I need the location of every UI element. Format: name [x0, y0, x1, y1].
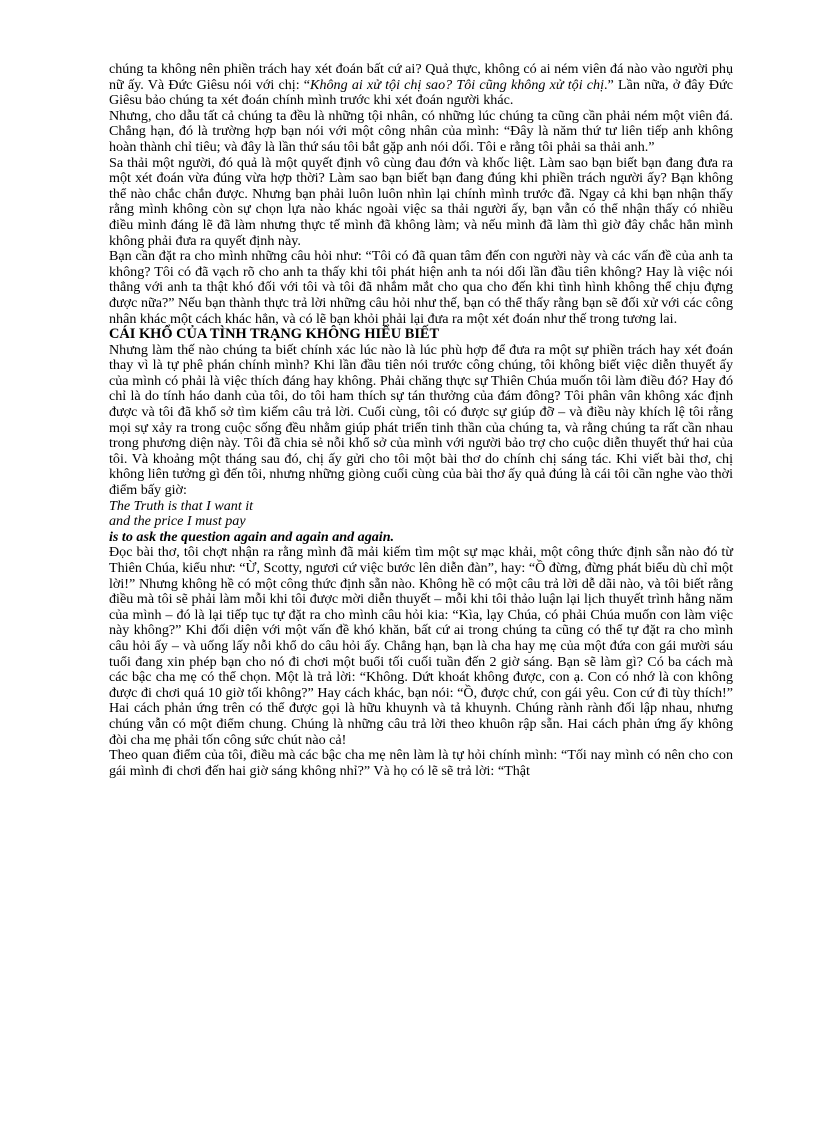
paragraph-text: .” Lần nữa, ở đây Đức Giêsu bảo chúng ta xét đoán chính mình trước khi xét đoán người khác.	[109, 76, 733, 109]
paragraph: Nhưng, cho dẫu tất cả chúng ta đều là những tội nhân, có những lúc chúng ta cũng cần phải ném một viên đá. Chẳng hạn, đó là trường hợp bạn nói với một công nhân của mình: “Đây là năm thứ tư liên tiếp anh không hoàn thành chỉ tiêu; và đây là lần thứ sáu tôi bắt gặp anh nói dối. Tôi e rằng tôi phải sa thải anh.”	[109, 107, 733, 155]
paragraph: Bạn cần đặt ra cho mình những câu hỏi như: “Tôi có đã quan tâm đến con người này và các vấn đề của anh ta không? Tôi có đã vạch rõ cho anh ta thấy khi tôi phát hiện anh ta nói dối lần đầu tiên không? Hay là việc nói thẳng với anh ta thật khó đối với tôi và tôi đã nhắm mắt cho qua cho đến khi tình hình không thể chịu đựng được nữa?” Nếu bạn thành thực trả lời những câu hỏi như thế, bạn có thể thấy rằng bạn sẽ đối xử với các công nhân khác một cách khác hẳn, và có lẽ bạn khỏi phải lại đưa ra một xét đoán như thế trong tương lai.	[109, 248, 733, 327]
paragraph: Sa thải một người, đó quả là một quyết định vô cùng đau đớn và khốc liệt. Làm sao bạn biết bạn đang đưa ra một xét đoán vừa đúng vừa hợp thời? Làm sao bạn biết bạn đang đúng khi phiền trách người ấy? Bạn không thể nào chắc chắn được. Nhưng bạn phải luôn luôn nhìn lại chính mình trước đã. Ngay cả khi bạn nhận thấy rằng mình không còn sự chọn lựa nào khác ngoài việc sa thải người ấy, bạn vẫn có thể nhận thấy có nhiều điều mình đáng lẽ đã làm nhưng thực tế mình đã không làm; và nếu mình đã làm thì giờ đây chắc hẳn mình không phải đưa ra quyết định này.	[109, 154, 733, 249]
paragraph: Nhưng làm thế nào chúng ta biết chính xác lúc nào là lúc phù hợp để đưa ra một sự phiền trách hay xét đoán thay vì là tự phê phán chính mình? Khi lần đầu tiên nói trước công chúng, tôi không biết việc diễn thuyết ấy của mình có phải là việc thích đáng hay không. Phải chăng thực sự Thiên Chúa muốn tôi làm điều đó? Hay đó chỉ là do tính háo danh của tôi, do tôi ham thích sự tán thưởng của đám đông? Tôi phân vân không xác định được và tôi đã khổ sở tìm kiếm câu trả lời. Cuối cùng, tôi có được sự giúp đỡ – và điều này khích lệ tôi rằng mọi sự xảy ra trong cuộc sống đều nhằm giúp phát triển tinh thần của chúng ta, và rằng chúng ta rất cần nhau trong phương diện này. Tôi đã chia sẻ nỗi khổ sở của mình với người bảo trợ cho cuộc diễn thuyết thứ hai của tôi. Và khoảng một tháng sau đó, chị ấy gửi cho tôi một bài thơ do chính chị sáng tác. Khi viết bài thơ, chị không liên tưởng gì đến tôi, nhưng những giòng cuối cùng của bài thơ ấy quả đúng là cái tôi cần nghe vào thời điểm bấy giờ:	[109, 341, 733, 499]
poem-line: is to ask the question again and again and again.	[109, 528, 395, 545]
paragraph: Theo quan điểm của tôi, điều mà các bậc cha mẹ nên làm là tự hỏi chính mình: “Tối nay mình có nên cho con gái mình đi chơi đến hai giờ sáng không nhỉ?” Và họ có lẽ sẽ trả lời: “Thật	[109, 747, 733, 779]
poem-line: The Truth is that I want it	[109, 497, 254, 514]
paragraph: Đọc bài thơ, tôi chợt nhận ra rằng mình đã mải kiếm tìm một sự mạc khải, một công thức định sẵn nào đó từ Thiên Chúa, kiểu như: “Ừ, Scotty, ngươi cứ việc bước lên diễn đàn”, hay: “Ồ đừng, đừng phát biểu dù chỉ một lời!” Nhưng không hề có một công thức định sẵn nào. Không hề có một câu trả lời dễ dãi nào, và tôi biết rằng điều mà tôi sẽ phải làm mỗi khi tôi được mời diễn thuyết – mỗi khi tôi thảo luận lại lịch thuyết trình hằng năm của mình – đó là lại tiếp tục tự đặt ra cho mình câu hỏi kia: “Kìa, lạy Chúa, có phải Chúa muốn con làm việc này không?” Khi đối diện với một vấn đề khó khăn, bất cứ ai trong chúng ta cũng có thể tự đặt ra cho mình câu hỏi ấy – và uống lấy nỗi khổ do câu hỏi ấy. Chẳng hạn, bạn là cha hay mẹ của một đứa con gái mười sáu tuổi đang xin phép bạn cho nó đi chơi một buổi tối cuối tuần đến 2 giờ sáng. Bạn sẽ làm gì? Có ba cách mà các bậc cha mẹ có thể chọn. Một là trả lời: “Không. Dứt khoát không được, con ạ. Con có nhớ là con không được đi chơi quá 10 giờ tối không?” Hay cách khác, bạn nói: “Ồ, được chứ, con gái yêu. Con cứ đi tùy thích!” Hai cách phản ứng trên có thể được gọi là hữu khuynh và tả khuynh. Chúng rành rành đối lập nhau, nhưng chúng vẫn có một điểm chung. Chúng là những câu trả lời theo khuôn rập sẵn. Hai cách phản ứng ấy không đòi cha mẹ phải tốn công sức chút nào cả!	[109, 544, 733, 748]
document-page	[109, 62, 733, 779]
paragraph-text: chúng ta không nên phiền trách hay xét đoán bất cứ ai? Quả thực, không có ai ném viên đá nào vào người phụ nữ ấy. Và Đức Giêsu nói với chị: “	[109, 61, 733, 93]
paragraph	[109, 62, 733, 109]
section-heading: CÁI KHỔ CỦA TÌNH TRẠNG KHÔNG HIỂU BIẾT	[109, 326, 440, 343]
poem-line: and the price I must pay	[109, 513, 246, 530]
quote-italic: Không ai xử tội chị sao? Tôi cũng không xử tội chị	[310, 76, 605, 93]
